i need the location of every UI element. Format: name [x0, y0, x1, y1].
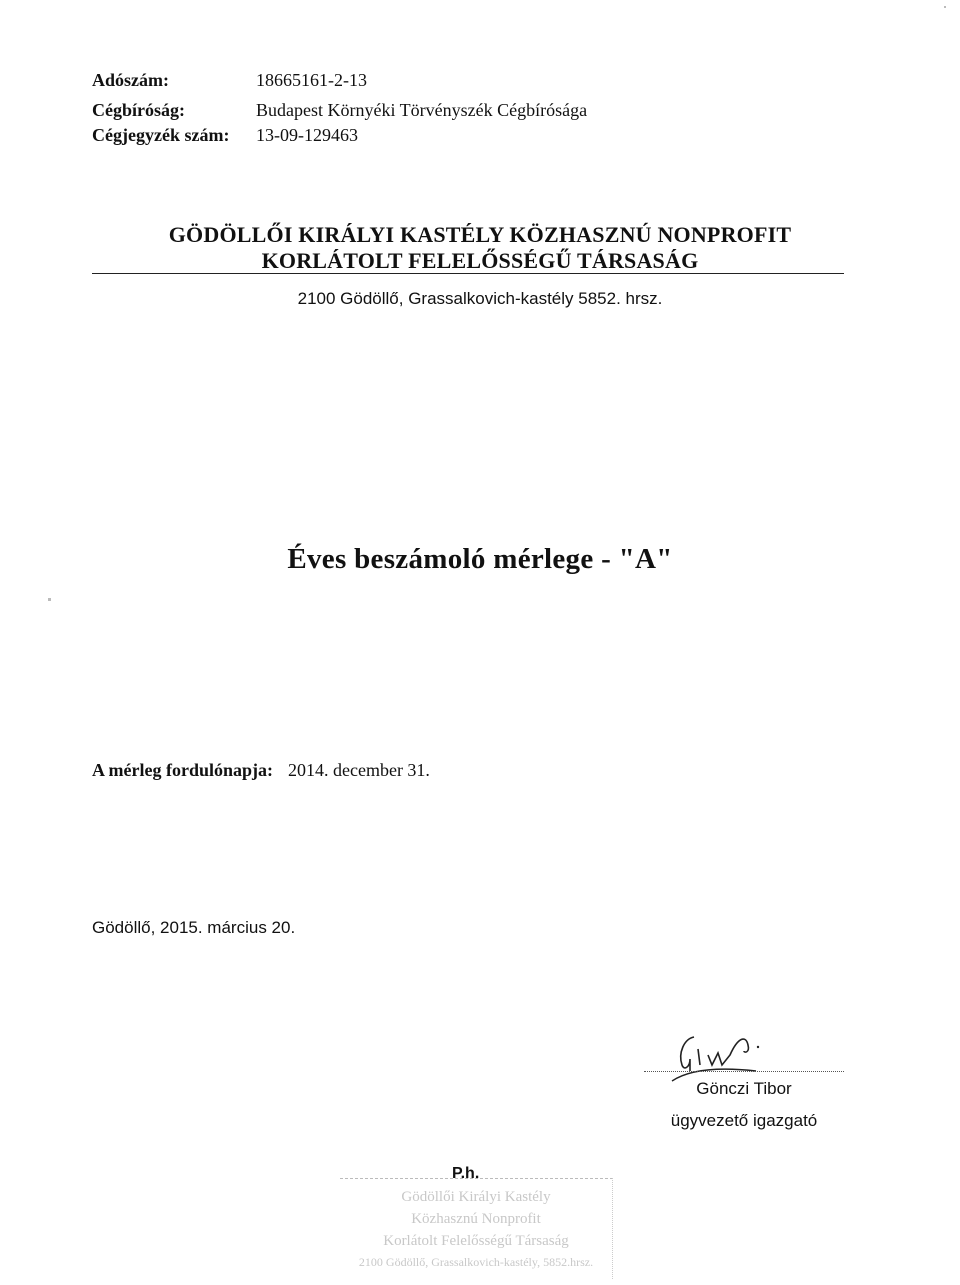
handwritten-signature: [660, 1025, 800, 1087]
stamp-label: P.h.: [452, 1165, 480, 1182]
stamp-line: Közhasznú Nonprofit: [411, 1211, 541, 1227]
court-label: Cégbíróság:: [92, 100, 185, 120]
signatory-title: ügyvezető igazgató: [670, 1111, 818, 1130]
company-name-line1: GÖDÖLLŐI KIRÁLYI KASTÉLY KÖZHASZNÚ NONPROFIT: [168, 222, 792, 247]
signatory-name: Gönczi Tibor: [696, 1079, 792, 1098]
company-stamp: [340, 1178, 613, 1279]
scan-speck: [944, 6, 946, 8]
balance-sheet-date-row: [92, 760, 430, 781]
company-address: 2100 Gödöllő, Grassalkovich-kastély 5852. hrsz.: [297, 289, 663, 308]
balance-sheet-date-label: A mérleg fordulónapja:: [92, 760, 273, 780]
stamp-line: Korlátolt Felelősségű Társaság: [383, 1233, 569, 1249]
company-name-line2: KORLÁTOLT FELELŐSSÉGŰ TÁRSASÁG: [261, 248, 699, 273]
scan-speck: [48, 598, 51, 601]
company-reg-label: Cégjegyzék szám:: [92, 125, 230, 145]
signature-line: [644, 1071, 844, 1072]
stamp-line: Gödöllői Királyi Kastély: [401, 1189, 551, 1205]
tax-number-label: Adószám:: [92, 70, 169, 90]
court-value: Budapest Környéki Törvényszék Cégbírósága: [256, 100, 588, 120]
company-reg-value: 13-09-129463: [256, 125, 358, 145]
document-title: Éves beszámoló mérlege - "A": [287, 543, 673, 575]
place-and-date: Gödöllő, 2015. március 20.: [92, 918, 296, 937]
stamp-line: 2100 Gödöllő, Grassalkovich-kastély, 5852.hrsz.: [358, 1255, 594, 1269]
company-divider: [92, 273, 844, 274]
tax-number-value: 18665161-2-13: [256, 70, 367, 90]
balance-sheet-date-value: 2014. december 31.: [287, 760, 430, 780]
